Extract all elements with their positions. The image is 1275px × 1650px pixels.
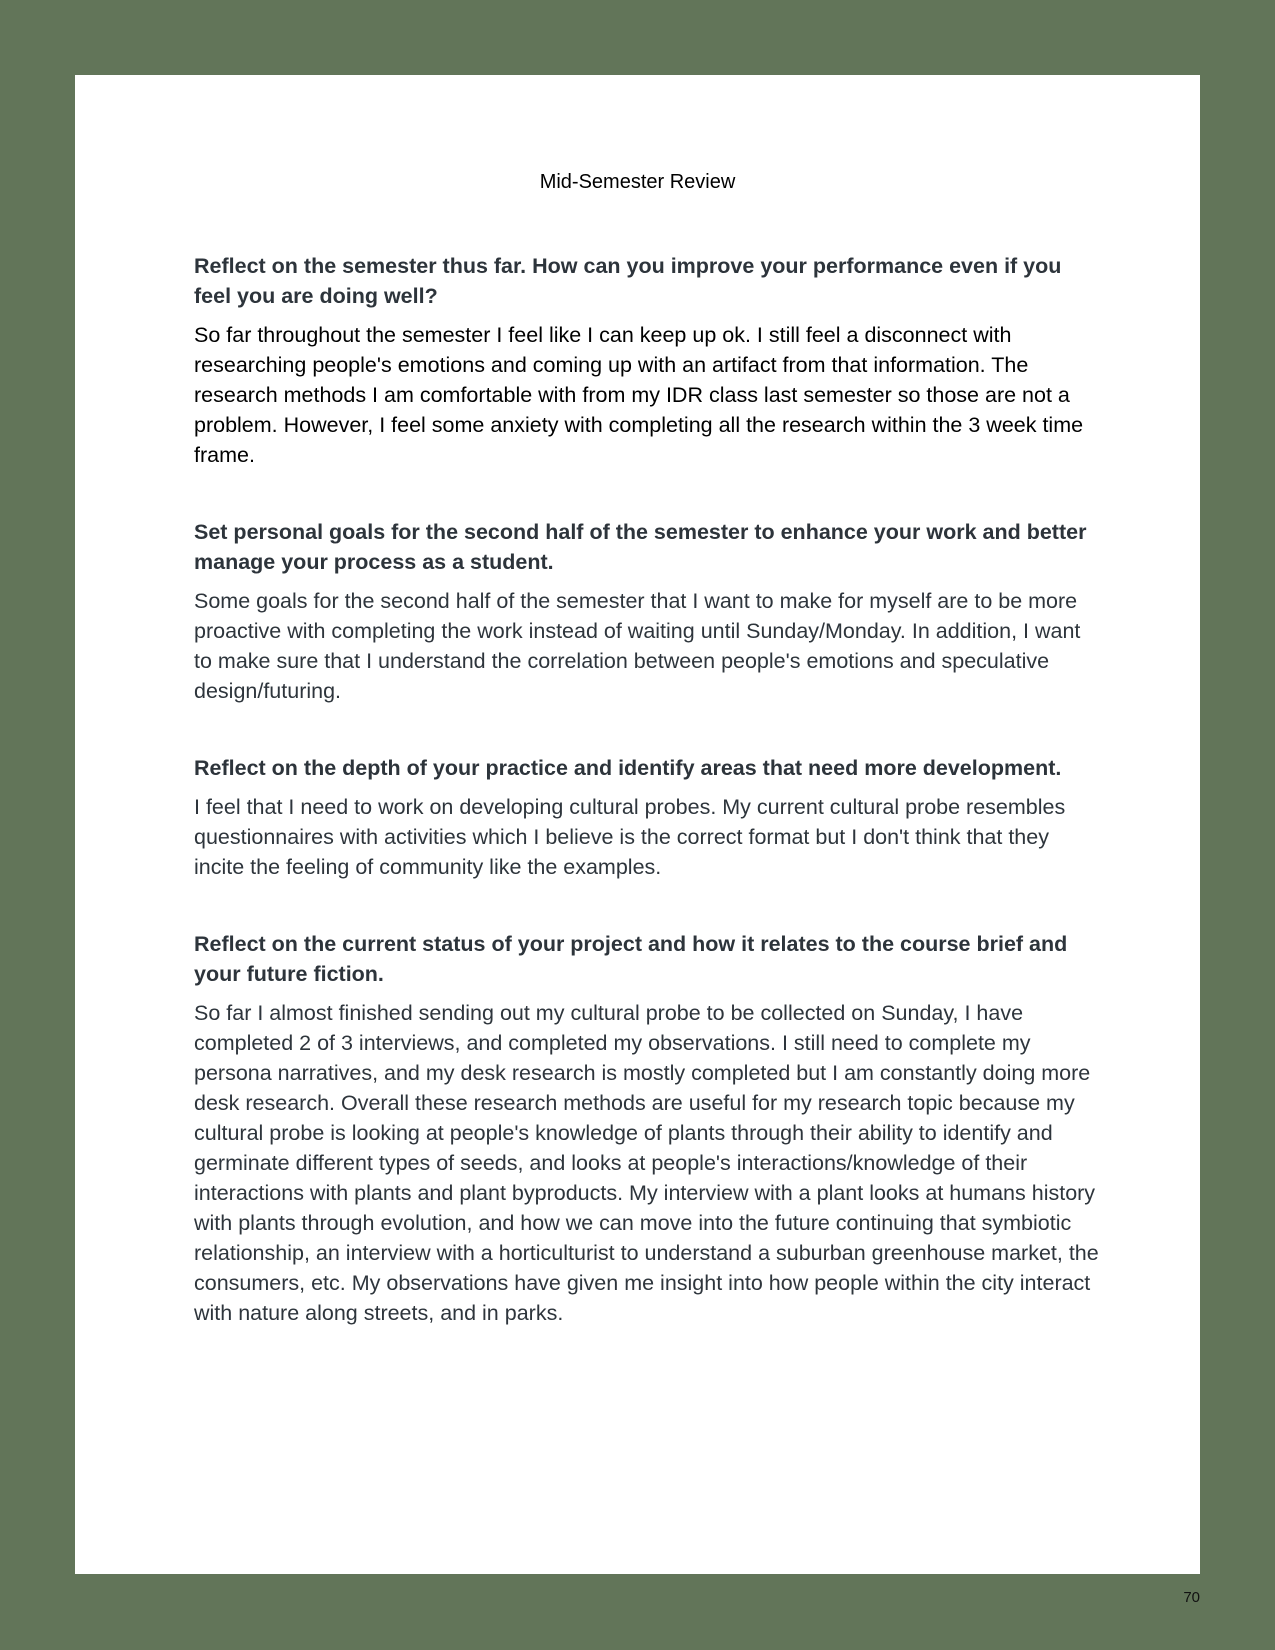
question-2: Set personal goals for the second half of the semester to enhance your work and better manage your process as a student. — [194, 520, 1087, 574]
document-page — [75, 75, 1200, 1574]
review-section-4 — [194, 929, 1099, 1328]
question-4: Reflect on the current status of your project and how it relates to the course brief and your future fiction. — [194, 932, 1068, 986]
answer-1: So far throughout the semester I feel like I can keep up ok. I still feel a disconnect with researching people's emotions and coming up with an artifact from that information. The research methods I am comfortable with from my IDR class last semester so those are not a problem. However, I feel some anxiety with completing all the research within the 3 week time frame. — [194, 323, 1084, 467]
question-1: Reflect on the semester thus far. How can you improve your performance even if you feel you are doing well? — [194, 254, 1062, 308]
answer-3: I feel that I need to work on developing cultural probes. My current cultural probe resembles questionnaires with activities which I believe is the correct format but I don't think that they incite the feeling of community like the examples. — [194, 795, 1066, 879]
page-title: Mid-Semester Review — [539, 171, 736, 193]
page-number: 70 — [1183, 1589, 1200, 1606]
review-section-2 — [194, 517, 1099, 706]
review-section-3 — [194, 753, 1099, 882]
answer-2: Some goals for the second half of the semester that I want to make for myself are to be more proactive with completing the work instead of waiting until Sunday/Monday. In addition, I want to make sure that I understand the correlation between people's emotions and speculative design/futuring. — [194, 589, 1081, 703]
review-section-1 — [194, 251, 1099, 470]
answer-4: So far I almost finished sending out my cultural probe to be collected on Sunday, I have completed 2 of 3 interviews, and completed my observations. I still need to complete my persona narratives, and my desk research is mostly completed but I am constantly doing more desk research. Overall these research methods are useful for my research topic because my cultural probe is looking at people's knowledge of plants through their ability to identify and germinate different types of seeds, and looks at people's interactions/knowledge of their interactions with plants and plant byproducts. My interview with a plant looks at humans history with plants through evolution, and how we can move into the future continuing that symbiotic relationship, an interview with a horticulturist to understand a suburban greenhouse market, the consumers, etc. My observations have given me insight into how people within the city interact with nature along streets, and in parks. — [194, 1001, 1099, 1325]
review-content — [194, 251, 1099, 1328]
question-3: Reflect on the depth of your practice and identify areas that need more development. — [194, 756, 1062, 780]
